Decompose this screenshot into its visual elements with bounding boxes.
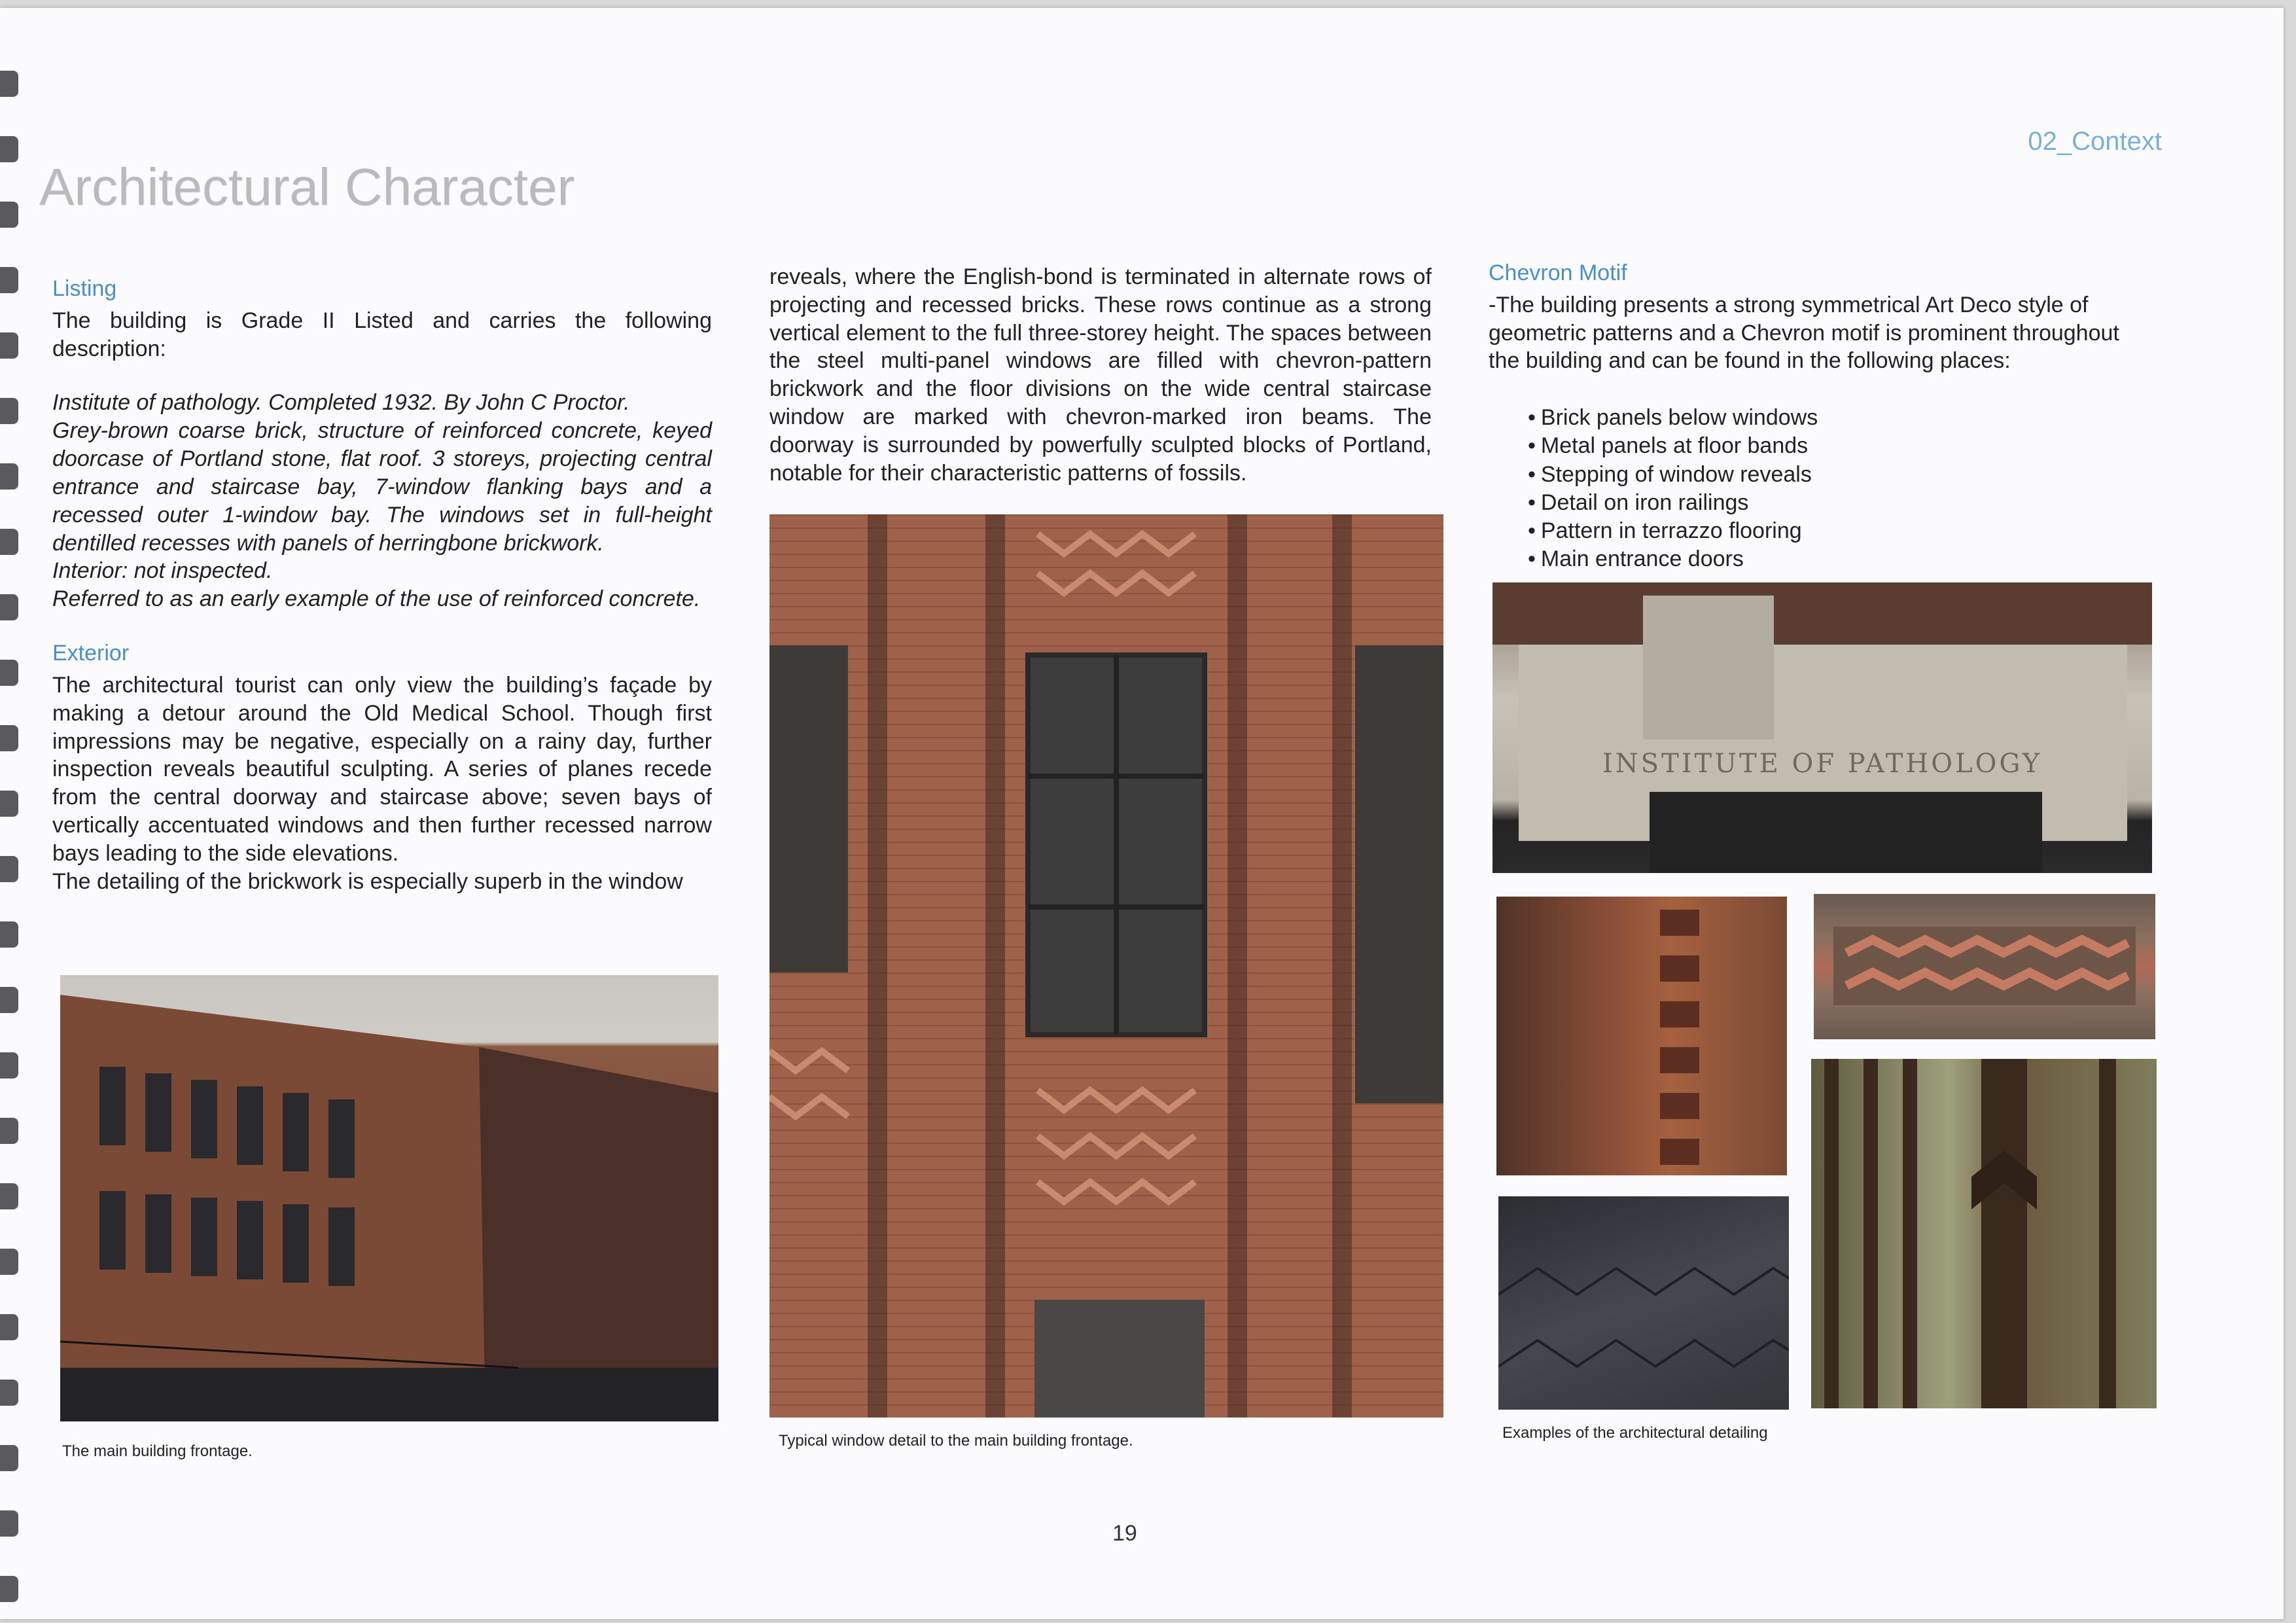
iron-railing-photo xyxy=(1811,1059,2157,1408)
entrance-door-photo xyxy=(1492,582,2152,873)
list-item: • Metal panels at floor bands xyxy=(1528,432,2149,460)
citation-line-2: Grey-brown coarse brick, structure of reinforced concrete, keyed doorcase of Portland stone, flat roof. 3 storeys, projecting central entrance and staircase bay, 7-window flanking bays and a recessed outer 1-window bay. The windows set in full-height dentilled recesses with panels of herringbone brickwork. xyxy=(52,418,712,556)
citation-line-3: Interior: not inspected. xyxy=(52,558,273,584)
chevron-places-list xyxy=(1528,404,2149,573)
door-inscription: INSTITUTE OF PATHOLOGY xyxy=(1602,749,2043,779)
list-item: • Detail on iron railings xyxy=(1528,489,2149,517)
page-title: Architectural Character xyxy=(39,158,575,216)
section-label: 02_Context xyxy=(2028,127,2162,156)
list-item: • Stepping of window reveals xyxy=(1528,461,2149,489)
listing-intro: The building is Grade II Listed and carries the following description: xyxy=(52,308,712,361)
chevron-intro: -The building presents a strong symmetrical Art Deco style of geometric patterns and a Chevron motif is prominent throughout the building and can be found in the following places: xyxy=(1489,292,2119,374)
brick-reveal-photo xyxy=(1496,897,1787,1175)
exterior-continued-column xyxy=(769,263,1432,488)
exterior-heading: Exterior xyxy=(52,641,130,666)
terrazzo-floor-photo xyxy=(1498,1196,1789,1410)
window-detail-photo xyxy=(769,514,1443,1418)
building-frontage-photo xyxy=(60,975,718,1421)
list-item: • Pattern in terrazzo flooring xyxy=(1528,517,2149,545)
window-photo-caption: Typical window detail to the main building frontage. xyxy=(779,1432,1133,1450)
document-page xyxy=(0,8,2284,1619)
spiral-binding xyxy=(0,60,20,1618)
citation-line-4: Referred to as an early example of the use of reinforced concrete. xyxy=(52,586,701,612)
metal-panel-photo xyxy=(1814,894,2155,1039)
listing-column xyxy=(52,275,712,896)
list-item: • Main entrance doors xyxy=(1528,545,2149,573)
exterior-continued: reveals, where the English-bond is terminated in alternate rows of projecting and recessed bricks. These rows continue as a strong vertical element to the full three-storey height. The spaces between the steel multi-panel windows are filled with chevron-pattern brickwork and the floor divisions on the wide central staircase window are marked with chevron-marked iron beams. The doorway is surrounded by powerfully sculpted blocks of Portland, notable for their characteristic patterns of fossils. xyxy=(769,264,1432,486)
exterior-body: The architectural tourist can only view the building’s façade by making a detour around the Old Medical School. Though first impressions may be negative, especially on a rainy day, further inspection reveals beautiful sculpting. A series of planes recede from the central doorway and staircase above; seven bays of vertically accentuated windows and then further recessed narrow bays leading to the side elevations. xyxy=(52,672,712,866)
details-photo-caption: Examples of the architectural detailing xyxy=(1502,1424,1768,1442)
listing-heading: Listing xyxy=(52,276,117,301)
list-item: • Brick panels below windows xyxy=(1528,404,2149,432)
building-photo-caption: The main building frontage. xyxy=(62,1442,253,1460)
exterior-body-2: The detailing of the brickwork is especially superb in the window xyxy=(52,868,683,894)
chevron-column xyxy=(1489,259,2149,573)
page-number: 19 xyxy=(1112,1521,1137,1546)
chevron-heading: Chevron Motif xyxy=(1489,260,1627,285)
citation-line-1: Institute of pathology. Completed 1932. By John C Proctor. xyxy=(52,390,630,416)
